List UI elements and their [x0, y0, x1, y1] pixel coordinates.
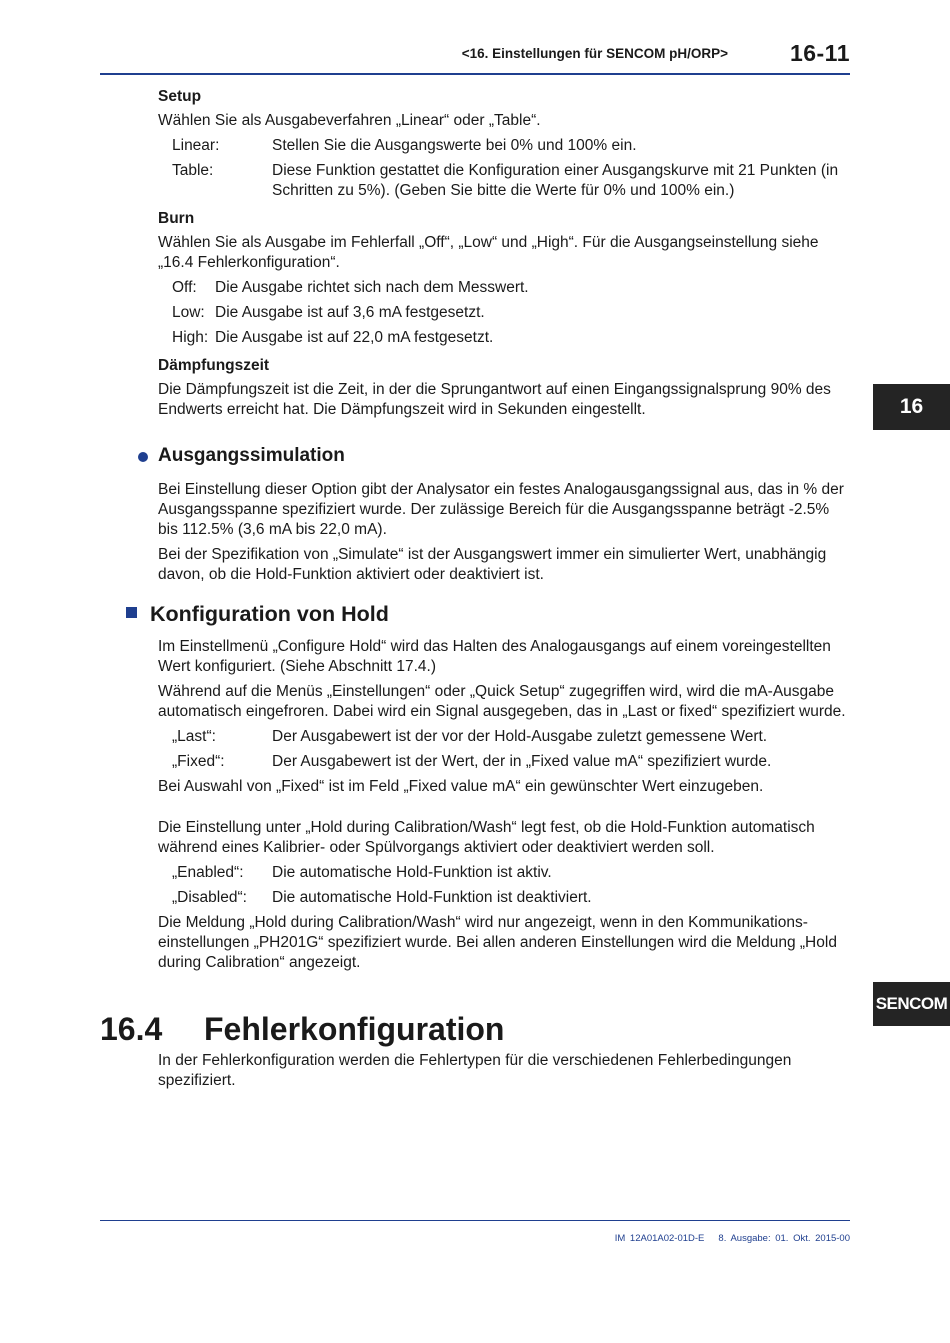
footer	[615, 1233, 850, 1244]
running-header-chapter-title: <16. Einstellungen für SENCOM pH/ORP>	[461, 46, 728, 61]
definition-item	[172, 136, 850, 156]
section-title: Fehlerkonfiguration	[204, 1011, 505, 1047]
definition-desc: Stellen Sie die Ausgangswerte bei 0% und 100% ein.	[272, 137, 637, 154]
setup-heading: Setup	[158, 88, 202, 105]
footer-edition: 8. Ausgabe: 01. Okt. 2015-00	[718, 1233, 850, 1244]
hold-paragraph: Im Einstellmenü „Configure Hold“ wird das Halten des Analogausgangs auf einem voreingestellten Wert konfiguriert. (Siehe Abschnitt 17.4.)	[158, 638, 831, 675]
definition-term: Linear:	[172, 137, 220, 154]
definition-term: Low:	[172, 304, 205, 321]
definition-item	[172, 863, 850, 883]
simulation-paragraph: Bei der Spezifikation von „Simulate“ ist der Ausgangswert immer ein simulierter Wert, unabhängig davon, ob die Hold-Funktion aktiviert oder deaktiviert ist.	[158, 546, 827, 583]
header-rule	[100, 73, 850, 75]
square-bullet-icon	[126, 607, 137, 618]
section-text: In der Fehlerkonfiguration werden die Fehlertypen für die verschiedenen Fehlerbedingungen spezifiziert.	[158, 1052, 792, 1089]
simulation-heading	[158, 444, 850, 468]
definition-term: Table:	[172, 162, 214, 179]
section-number: 16.4	[100, 1011, 163, 1047]
definition-term: „Disabled“:	[172, 889, 247, 906]
definition-item	[172, 303, 850, 323]
definition-term: Off:	[172, 279, 197, 296]
definition-desc: Die Ausgabe richtet sich nach dem Messwert.	[215, 279, 529, 296]
definition-item	[172, 328, 850, 348]
burn-heading: Burn	[158, 210, 195, 227]
spacer	[158, 802, 850, 818]
definition-term: High:	[172, 329, 209, 346]
definition-desc: Diese Funktion gestattet die Konfiguration einer Ausgangskurve mit 21 Punkten (in Schritten zu 5%). (Geben Sie bitte die Werte für 0% und 100% ein.)	[272, 162, 839, 199]
definition-item	[172, 727, 850, 747]
message-note: Die Meldung „Hold during Calibration/Wash“ wird nur angezeigt, wenn in den Kommunikations-einstellungen „PH201G“ spezifiziert wurde. Bei allen anderen Einstellungen wird die Meldung „Hold during Calibration“ angezeigt.	[158, 914, 837, 971]
definition-term: „Fixed“:	[172, 753, 225, 770]
definition-item	[172, 161, 850, 201]
definition-item	[172, 278, 850, 298]
definition-desc: Die automatische Hold-Funktion ist aktiv.	[272, 864, 552, 881]
calibration-intro: Die Einstellung unter „Hold during Calibration/Wash“ legt fest, ob die Hold-Funktion automatisch während eines Kalibrier- oder Spülvorgangs aktiviert oder deaktiviert werden soll.	[158, 819, 815, 856]
definition-desc: Die automatische Hold-Funktion ist deaktiviert.	[272, 889, 592, 906]
hold-heading-text: Konfiguration von Hold	[150, 602, 389, 626]
section-heading	[100, 1009, 850, 1049]
bullet-dot-icon	[138, 452, 148, 462]
setup-intro: Wählen Sie als Ausgabeverfahren „Linear“ oder „Table“.	[158, 112, 541, 129]
page-content	[100, 87, 850, 1096]
definition-desc: Der Ausgabewert ist der vor der Hold-Ausgabe zuletzt gemessene Wert.	[272, 728, 768, 745]
definition-desc: Der Ausgabewert ist der Wert, der in „Fixed value mA“ spezifiziert wurde.	[272, 753, 772, 770]
damping-heading: Dämpfungszeit	[158, 357, 270, 374]
footer-doc-id: IM 12A01A02-01D-E	[614, 1233, 705, 1244]
page-number: 16-11	[789, 40, 850, 66]
definition-item	[172, 752, 850, 772]
definition-desc: Die Ausgabe ist auf 22,0 mA festgesetzt.	[215, 329, 494, 346]
hold-paragraph: Während auf die Menüs „Einstellungen“ oder „Quick Setup“ zugegriffen wird, wird die mA-Ausgabe automatisch eingefroren. Dabei wird ein Signal ausgegeben, das in „Last or fixed“ spezifiziert wurde.	[158, 683, 846, 720]
simulation-paragraph: Bei Einstellung dieser Option gibt der Analysator ein festes Analogausgangssignal aus, das in % der Ausgangsspanne spezifiziert wurde. Der zulässige Bereich für die Ausgangsspanne beträgt -2.5% bis 112.5% (3,6 mA bis 22,0 mA).	[158, 481, 844, 538]
sencom-tab: SENCOM	[873, 982, 950, 1026]
definition-term: „Last“:	[172, 728, 216, 745]
hold-heading	[126, 601, 850, 627]
definition-item	[172, 888, 850, 908]
definition-desc: Die Ausgabe ist auf 3,6 mA festgesetzt.	[215, 304, 485, 321]
footer-rule	[100, 1220, 850, 1221]
chapter-tab: 16	[873, 384, 950, 430]
fixed-note: Bei Auswahl von „Fixed“ ist im Feld „Fixed value mA“ ein gewünschter Wert einzugeben.	[158, 778, 764, 795]
simulation-heading-text: Ausgangssimulation	[158, 445, 345, 466]
damping-text: Die Dämpfungszeit ist die Zeit, in der die Sprungantwort auf einen Eingangssignalsprung 90% des Endwerts erreicht hat. Die Dämpfungszeit wird in Sekunden eingestellt.	[158, 381, 831, 418]
burn-intro: Wählen Sie als Ausgabe im Fehlerfall „Off“, „Low“ und „High“. Für die Ausgangseinstellung siehe „16.4 Fehlerkonfiguration“.	[158, 234, 819, 271]
definition-term: „Enabled“:	[172, 864, 244, 881]
